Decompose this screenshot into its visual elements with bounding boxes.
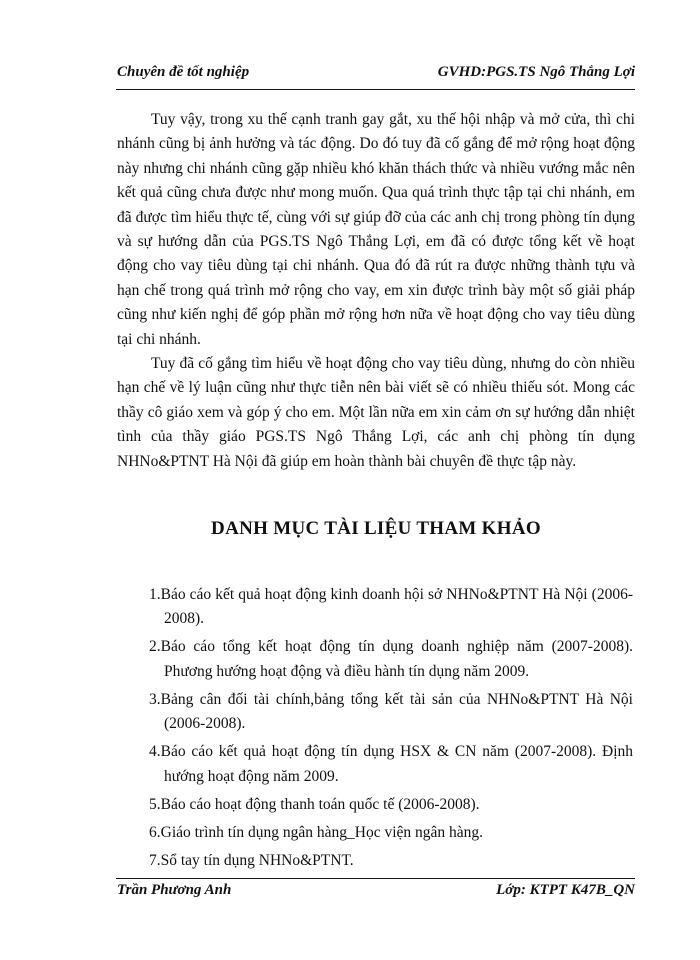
footer-class: Lớp: KTPT K47B_QN — [496, 882, 635, 898]
page-header — [117, 64, 635, 88]
reference-item: 2.Báo cáo tổng kết hoạt động tín dụng doanh nghiệp năm (2007-2008). Phương hướng hoạt động và điều hành tín dụng năm 2009. — [149, 638, 633, 680]
reference-item: 4.Báo cáo kết quả hoạt động tín dụng HSX & CN năm (2007-2008). Định hướng hoạt động năm 2009. — [149, 743, 633, 785]
header-thesis-label: Chuyên đề tốt nghiệp — [117, 64, 250, 80]
body-text — [117, 108, 635, 474]
reference-item: 5.Báo cáo hoạt động thanh toán quốc tế (2006-2008). — [149, 795, 480, 813]
page-footer — [117, 882, 635, 904]
references-list — [149, 583, 633, 877]
reference-item: 1.Báo cáo kết quả hoạt động kinh doanh hội sở NHNo&PTNT Hà Nội (2006-2008). — [149, 586, 633, 628]
header-rule — [116, 89, 635, 90]
header-advisor: GVHD:PGS.TS Ngô Thắng Lợi — [437, 64, 635, 80]
body-paragraph-1: Tuy vậy, trong xu thế cạnh tranh gay gắt, xu thế hội nhập và mở cửa, thì chi nhánh cũng bị ảnh hưởng và tác động. Do đó tuy đã cố gắng để mở rộng hoạt động này nhưng chi nhánh cũng gặp nhiều khó khăn thách thức và nhiều vướng mắc nên kết quả cũng chưa được như mong muốn. Qua quá trình thực tập tại chi nhánh, em đã được tìm hiểu thực tế, cùng với sự giúp đỡ của các anh chị trong phòng tín dụng và sự hướng dẫn của PGS.TS Ngô Thắng Lợi, em đã có được tổng kết về hoạt động cho vay tiêu dùng tại chi nhánh. Qua đó đã rút ra được những thành tựu và hạn chế trong quá trình mở rộng cho vay, em xin được trình bày một số giải pháp cũng như kiến nghị để góp phần mở rộng hơn nữa về hoạt động cho vay tiêu dùng tại chi nhánh. — [117, 111, 635, 348]
reference-item: 7.Sổ tay tín dụng NHNo&PTNT. — [149, 851, 354, 869]
reference-item: 3.Bảng cân đối tài chính,bảng tổng kết tài sản của NHNo&PTNT Hà Nội (2006-2008). — [149, 690, 633, 733]
references-title: DANH MỤC TÀI LIỆU THAM KHẢO — [211, 518, 541, 539]
footer-author: Trần Phương Anh — [117, 882, 232, 898]
body-paragraph-2: Tuy đã cố gắng tìm hiểu về hoạt động cho vay tiêu dùng, nhưng do còn nhiều hạn chế về lý luận cũng như thực tiễn nên bài viết sẽ có nhiều thiếu sót. Mong các thầy cô giáo xem và góp ý cho em. Một lần nữa em xin cảm ơn sự hướng dẫn nhiệt tình của thầy giáo PGS.TS Ngô Thắng Lợi, các anh chị phòng tín dụng NHNo&PTNT Hà Nội đã giúp em hoàn thành bài chuyên đề thực tập này. — [117, 355, 635, 470]
footer-rule — [116, 878, 635, 879]
reference-item: 6.Giáo trình tín dụng ngân hàng_Học viện ngân hàng. — [149, 823, 484, 841]
